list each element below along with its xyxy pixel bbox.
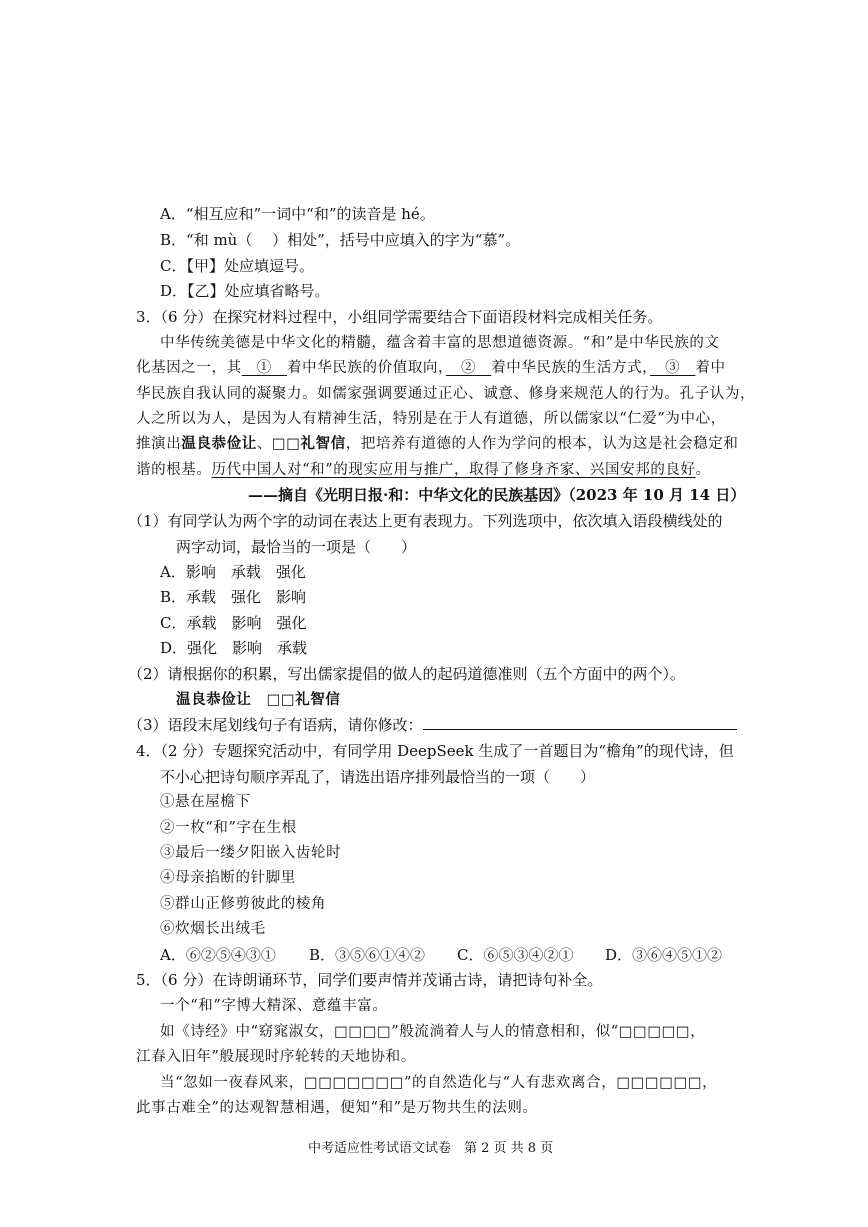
q4-line1: 4．（2 分）专题探究活动中，有同学用 DeepSeek 生成了一首题目为“檐角”的现代诗，但 bbox=[136, 742, 734, 760]
q5-line2: 如《诗经》中“窈窕淑女，□□□□”般流淌着人与人的情意相和，似“□□□□□， bbox=[160, 1024, 706, 1040]
q3-passage-line4: 人之所以为人，是因为人有精神生活，特别是在于人有道德，所以儒家以“仁爱”为中心， bbox=[136, 411, 726, 427]
q5-line5: 此事古难全”的达观智慧相遇，便知“和”是万物共生的法则。 bbox=[136, 1100, 538, 1116]
q3-blank-2: ② bbox=[445, 360, 492, 376]
q5-line1: 一个“和”字博大精深、意蕴丰富。 bbox=[160, 998, 388, 1014]
q2-option-d: D．【乙】处应填省略号。 bbox=[160, 282, 330, 300]
q4-poem-line: ⑤群山正修剪彼此的棱角 bbox=[160, 896, 327, 912]
q3-passage-text: 、 bbox=[256, 436, 272, 452]
q4-poem-line: ③最后一缕夕阳嵌入齿轮时 bbox=[160, 845, 342, 861]
q3-blank-3: ③ bbox=[650, 360, 696, 376]
q4-poem-line: ④母亲掐断的针脚里 bbox=[160, 870, 296, 886]
q3-sub1-option-b: B．承载 强化 影响 bbox=[160, 588, 307, 606]
q4-poem-line: ②一枚“和”字在生根 bbox=[160, 820, 297, 836]
q2-option-a: A．“相互应和”一词中“和”的读音是 hé。 bbox=[160, 205, 435, 223]
q3-sub2-virtues: 温良恭俭让 □□礼智信 bbox=[176, 691, 341, 708]
q3-passage-line6 bbox=[136, 460, 711, 480]
q3-passage-text: 。 bbox=[695, 462, 711, 478]
q3-sub2: （2）请根据你的积累，写出儒家提倡的做人的起码道德准则（五个方面中的两个）。 bbox=[128, 665, 686, 683]
q3-virtues-1: 温良恭俭让 bbox=[181, 435, 257, 452]
q3-underlined-sentence: 历代中国人对“和”的现实应用与推广，取得了修身齐家、兴国安邦的良好 bbox=[211, 462, 696, 478]
q3-sub1-line2: 两字动词，最恰当的一项是（ ） bbox=[176, 538, 417, 556]
q3-source: ——摘自《光明日报·和：中华文化的民族基因》（2023 年 10 月 14 日） bbox=[248, 486, 746, 504]
q4-poem-line: ⑥炊烟长出绒毛 bbox=[160, 921, 266, 937]
q5-line4: 当“忽如一夜春风来，□□□□□□□”的自然造化与“人有悲欢离合，□□□□□□， bbox=[160, 1075, 718, 1091]
page-footer: 中考适应性考试语文试卷 第 2 页 共 8 页 bbox=[308, 1141, 554, 1156]
q4-option-b: B．③⑤⑥①④② bbox=[309, 946, 426, 964]
q3-passage-text: 着中华民族的价值取向， bbox=[287, 360, 446, 376]
q3-passage-text: 谐的根基。 bbox=[136, 462, 212, 478]
q5-line3: 江春入旧年”般展现时序轮转的天地协和。 bbox=[136, 1049, 416, 1065]
q4-option-c: C．⑥⑤③④②① bbox=[457, 946, 574, 964]
q3-sub3-text: （3）语段末尾划线句子有语病，请你修改： bbox=[128, 716, 423, 734]
q3-passage-text: 着中 bbox=[695, 360, 726, 376]
answer-line[interactable] bbox=[423, 715, 737, 730]
q3-passage-text: 推演出 bbox=[136, 436, 182, 452]
q4-line2: 不小心把诗句顺序弄乱了，请选出语序排列最恰当的一项（ ） bbox=[160, 768, 596, 786]
q3-passage-line5 bbox=[136, 434, 738, 454]
q3-sub1-option-d: D．强化 影响 承载 bbox=[160, 639, 308, 657]
q3-passage-line2 bbox=[136, 358, 726, 378]
q3-sub1-line1: （1）有同学认为两个字的动词在表达上更有表现力。下列选项中，依次填入语段横线处的 bbox=[128, 512, 723, 530]
q3-header: 3．（6 分）在探究材料过程中，小组同学需要结合下面语段材料完成相关任务。 bbox=[136, 308, 663, 326]
q3-passage-line3: 华民族自我认同的凝聚力。如儒家强调要通过正心、诚意、修身来规范人的行为。孔子认为， bbox=[136, 386, 756, 402]
q5-header: 5．（6 分）在诗朗诵环节，同学们要声情并茂诵古诗，请把诗句补全。 bbox=[136, 971, 603, 989]
q4-option-a: A．⑥②⑤④③① bbox=[160, 946, 276, 964]
q2-option-b: B．“和 mù（ ）相处”，括号中应填入的字为“慕”。 bbox=[160, 231, 521, 249]
q4-option-d: D．③⑥④⑤①② bbox=[605, 946, 723, 964]
q3-passage-line1: 中华传统美德是中华文化的精髓，蕴含着丰富的思想道德资源。“和”是中华民族的文 bbox=[160, 335, 720, 351]
q3-blank-1: ① bbox=[241, 360, 288, 376]
q3-sub1-option-c: C．承载 影响 强化 bbox=[160, 614, 307, 632]
q4-poem-line: ①悬在屋檐下 bbox=[160, 794, 251, 810]
q3-passage-text: 化基因之一，其 bbox=[136, 360, 242, 376]
q2-option-c: C．【甲】处应填逗号。 bbox=[160, 257, 314, 275]
q3-virtues-2: □□礼智信 bbox=[271, 435, 346, 452]
q3-sub3 bbox=[128, 715, 737, 735]
q3-sub1-option-a: A．影响 承载 强化 bbox=[160, 563, 306, 581]
q3-passage-text: ，把培养有道德的人作为学问的根本，认为这是社会稳定和 bbox=[345, 436, 739, 452]
q3-passage-text: 着中华民族的生活方式， bbox=[491, 360, 651, 376]
